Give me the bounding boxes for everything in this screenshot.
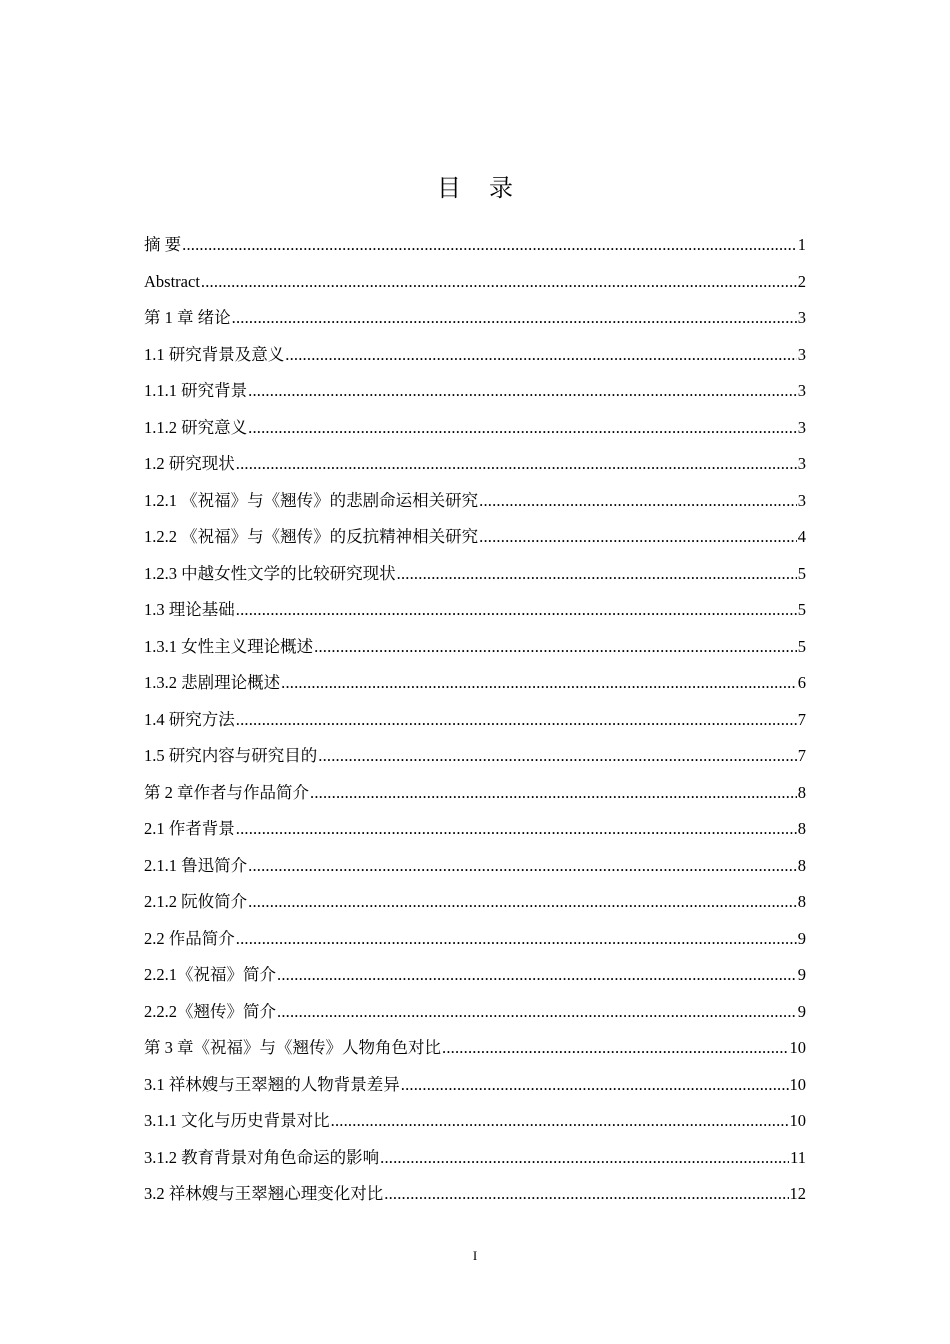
toc-entry-page: 10: [789, 1074, 806, 1094]
toc-entry-page: 9: [797, 965, 806, 984]
toc-entry[interactable]: [144, 1067, 806, 1104]
toc-entry-label: 1.5 研究内容与研究目的: [144, 746, 318, 765]
toc-leader-dots: [331, 1103, 789, 1140]
toc-leader-dots: [281, 665, 797, 702]
toc-entry-page: 3: [797, 308, 806, 327]
toc-entry[interactable]: [144, 446, 806, 483]
toc-entry-page: 3: [797, 454, 806, 473]
toc-entry-page: 3: [797, 490, 806, 510]
toc-entry[interactable]: [144, 921, 806, 958]
toc-entry-label: 1.1.2 研究意义: [144, 417, 248, 437]
toc-leader-dots: [248, 848, 797, 885]
toc-entry[interactable]: [144, 410, 806, 447]
toc-entry-page: 7: [797, 709, 806, 729]
toc-entry-label: 3.1 祥林嫂与王翠翘的人物背景差异: [144, 1074, 400, 1094]
toc-leader-dots: [384, 1176, 788, 1213]
toc-entry-label: 1.4 研究方法: [144, 709, 235, 729]
toc-entry-label: 2.2.2《翘传》简介: [144, 1001, 276, 1021]
toc-leader-dots: [201, 264, 797, 301]
toc-entry-page: 9: [797, 928, 806, 948]
toc-leader-dots: [285, 337, 797, 374]
toc-entry-label: 3.1.1 文化与历史背景对比: [144, 1111, 330, 1130]
toc-leader-dots: [479, 483, 797, 520]
toc-entry-label: 1.2.1 《祝福》与《翘传》的悲剧命运相关研究: [144, 490, 479, 510]
toc-entry-label: 2.2.1《祝福》简介: [144, 965, 276, 984]
toc-entry-label: 3.2 祥林嫂与王翠翘心理变化对比: [144, 1184, 384, 1203]
toc-leader-dots: [236, 702, 797, 739]
toc-entry-label: 第 3 章《祝福》与《翘传》人物角色对比: [144, 1038, 441, 1057]
toc-entry[interactable]: [144, 483, 806, 520]
toc-entry[interactable]: [144, 300, 806, 337]
toc-entry-page: 2: [797, 271, 806, 291]
toc-entry[interactable]: [144, 592, 806, 629]
toc-leader-dots: [314, 629, 797, 666]
toc-entry-page: 5: [797, 636, 806, 656]
toc-entry-label: 2.1 作者背景: [144, 819, 235, 838]
toc-entry-page: 8: [797, 855, 806, 875]
toc-entry-label: Abstract: [144, 271, 200, 291]
toc-leader-dots: [236, 592, 797, 629]
toc-entry-label: 2.1.1 鲁迅简介: [144, 855, 248, 875]
toc-entry[interactable]: [144, 1103, 806, 1140]
toc-leader-dots: [310, 775, 797, 812]
toc-leader-dots: [248, 373, 797, 410]
toc-entry-page: 7: [797, 746, 806, 765]
toc-leader-dots: [236, 811, 797, 848]
toc-entry[interactable]: [144, 848, 806, 885]
toc-entry[interactable]: [144, 1176, 806, 1213]
toc-entry-page: 12: [789, 1184, 806, 1203]
toc-entry[interactable]: [144, 519, 806, 556]
toc-entry-page: 10: [789, 1111, 806, 1130]
toc-entry[interactable]: [144, 957, 806, 994]
toc-leader-dots: [277, 994, 797, 1031]
toc-entry-page: 11: [790, 1147, 806, 1167]
toc-entry[interactable]: [144, 556, 806, 593]
toc-entry[interactable]: [144, 227, 806, 264]
toc-entry-label: 1.3 理论基础: [144, 600, 235, 619]
toc-entry-label: 第 1 章 绪论: [144, 308, 231, 327]
toc-entry[interactable]: [144, 665, 806, 702]
toc-leader-dots: [442, 1030, 789, 1067]
toc-entry[interactable]: [144, 1030, 806, 1067]
toc-entry-page: 3: [797, 417, 806, 437]
toc-entry-label: 1.3.1 女性主义理论概述: [144, 636, 314, 656]
toc-leader-dots: [248, 884, 797, 921]
toc-leader-dots: [277, 957, 797, 994]
toc-entry-label: 3.1.2 教育背景对角色命运的影响: [144, 1147, 380, 1167]
toc-leader-dots: [236, 921, 797, 958]
toc-entry-page: 9: [797, 1001, 806, 1021]
toc-entry[interactable]: [144, 629, 806, 666]
toc-entry-label: 摘 要: [144, 235, 182, 254]
toc-entry-label: 2.1.2 阮攸简介: [144, 892, 248, 911]
toc-entry-page: 8: [797, 782, 806, 802]
toc-entry[interactable]: [144, 264, 806, 301]
toc-entry[interactable]: [144, 994, 806, 1031]
toc-entry-page: 1: [797, 235, 806, 254]
toc-entry-label: 1.2.2 《祝福》与《翘传》的反抗精神相关研究: [144, 527, 479, 546]
toc-entry[interactable]: [144, 811, 806, 848]
toc-entry-label: 1.3.2 悲剧理论概述: [144, 673, 281, 692]
toc-leader-dots: [479, 519, 797, 556]
toc-entry-label: 2.2 作品简介: [144, 928, 235, 948]
toc-entry-label: 第 2 章作者与作品简介: [144, 782, 309, 802]
toc-entry-label: 1.2.3 中越女性文学的比较研究现状: [144, 563, 396, 583]
toc-entry[interactable]: [144, 337, 806, 374]
toc-entry-label: 1.2 研究现状: [144, 454, 235, 473]
toc-list: [144, 227, 806, 1213]
toc-leader-dots: [248, 410, 797, 447]
toc-entry-page: 3: [797, 344, 806, 364]
toc-entry-page: 5: [797, 600, 806, 619]
toc-entry[interactable]: [144, 1140, 806, 1177]
toc-entry-page: 5: [797, 563, 806, 583]
toc-entry[interactable]: [144, 373, 806, 410]
toc-entry-page: 4: [797, 527, 806, 546]
toc-leader-dots: [380, 1140, 789, 1177]
toc-leader-dots: [236, 446, 797, 483]
toc-entry-page: 3: [797, 381, 806, 400]
toc-entry[interactable]: [144, 702, 806, 739]
toc-entry-page: 10: [789, 1038, 806, 1057]
toc-leader-dots: [397, 556, 797, 593]
toc-title: 目录: [437, 174, 541, 202]
toc-entry-page: 8: [797, 892, 806, 911]
toc-entry-page: 8: [797, 819, 806, 838]
toc-leader-dots: [182, 227, 797, 264]
toc-entry[interactable]: [144, 738, 806, 775]
toc-entry-label: 1.1 研究背景及意义: [144, 344, 285, 364]
toc-entry[interactable]: [144, 884, 806, 921]
toc-entry-label: 1.1.1 研究背景: [144, 381, 248, 400]
toc-leader-dots: [318, 738, 797, 775]
toc-entry-page: 6: [797, 673, 806, 692]
toc-leader-dots: [401, 1067, 789, 1104]
toc-entry[interactable]: [144, 775, 806, 812]
footer-page-number: I: [472, 1248, 478, 1263]
toc-leader-dots: [232, 300, 797, 337]
